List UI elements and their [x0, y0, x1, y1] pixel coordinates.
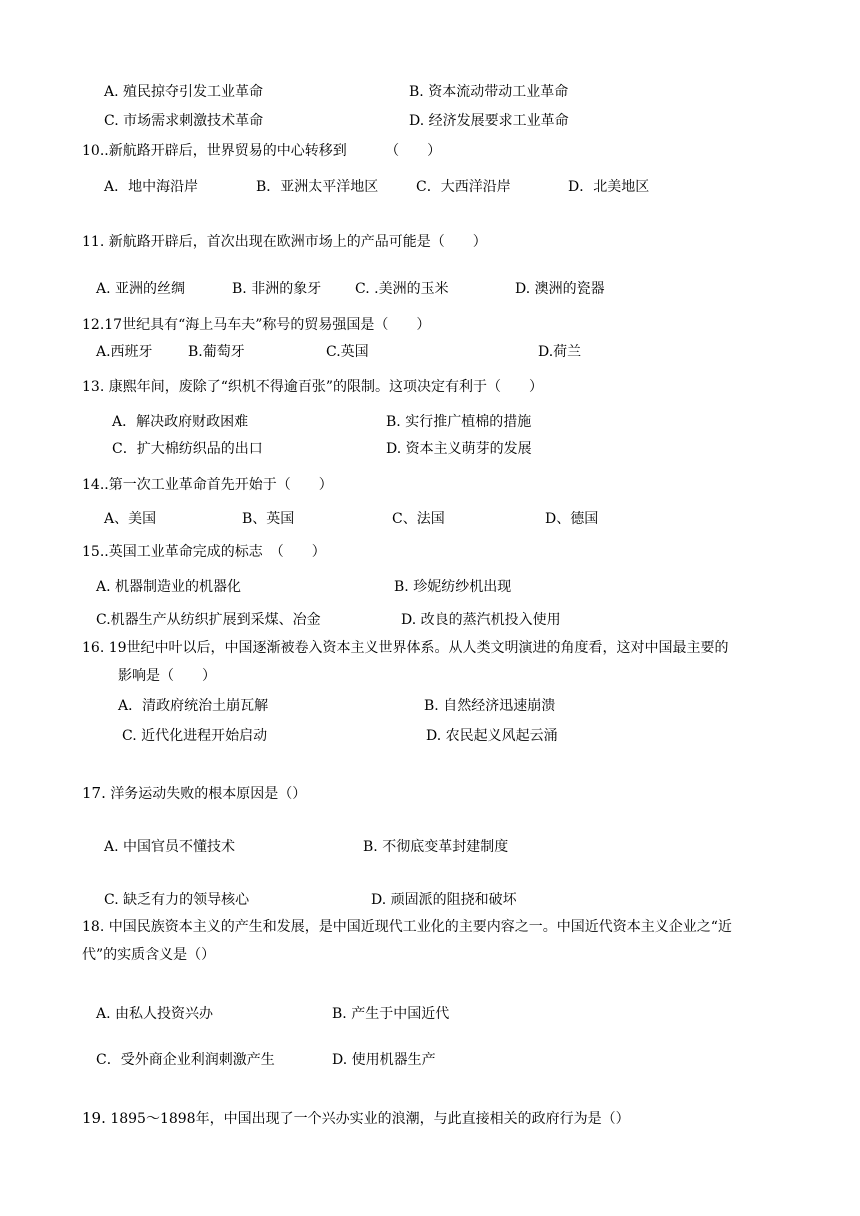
- q18-option-b[interactable]: B. 产生于中国近代: [332, 1006, 450, 1022]
- q18-option-c[interactable]: C．受外商企业利润刺激产生: [96, 1052, 275, 1068]
- q18-option-d[interactable]: D. 使用机器生产: [332, 1052, 436, 1068]
- q15-option-c[interactable]: C.机器生产从纺织扩展到采煤、冶金: [96, 612, 321, 628]
- q17-option-d[interactable]: D. 顽固派的阻挠和破坏: [371, 892, 517, 908]
- q10-answer-bracket: （ ）: [385, 143, 442, 159]
- q10-stem: [82, 142, 441, 160]
- q18-option-a[interactable]: A. 由私人投资兴办: [96, 1006, 214, 1022]
- q12-stem: 12.17世纪具有“海上马车夫”称号的贸易强国是（ ）: [82, 317, 431, 333]
- q11-stem: 11. 新航路开辟后，首次出现在欧洲市场上的产品可能是（ ）: [82, 234, 487, 250]
- q13-stem: 13. 康熙年间，废除了“织机不得逾百张”的限制。这项决定有利于（ ）: [82, 379, 544, 395]
- q10-option-d[interactable]: D．北美地区: [568, 179, 650, 195]
- q15-stem: 15..英国工业革命完成的标志 （ ）: [82, 544, 326, 560]
- q13-option-c[interactable]: C．扩大棉纺织品的出口: [112, 441, 263, 457]
- q19-stem-text: 1895～1898年，中国出现了一个兴办实业的浪潮，与此直接相关的政府行为是（）: [110, 1111, 630, 1127]
- q18-stem-line1: 18. 中国民族资本主义的产生和发展，是中国近现代工业化的主要内容之一。中国近代资本主义企业之“近: [82, 919, 732, 935]
- q9-option-d[interactable]: D. 经济发展要求工业革命: [409, 113, 569, 129]
- q15-option-b[interactable]: B. 珍妮纺纱机出现: [394, 579, 512, 595]
- q17-option-b[interactable]: B. 不彻底变革封建制度: [363, 839, 509, 855]
- q11-option-d[interactable]: D. 澳洲的瓷器: [515, 281, 605, 297]
- q14-option-b[interactable]: B、英国: [242, 511, 295, 527]
- q16-stem-line1: 16. 19世纪中叶以后，中国逐渐被卷入资本主义世界体系。从人类文明演进的角度看，这对中国最主要的: [82, 640, 729, 656]
- q13-option-a[interactable]: A．解决政府财政困难: [112, 414, 249, 430]
- q13-option-d[interactable]: D. 资本主义萌芽的发展: [386, 441, 532, 457]
- q11-option-b[interactable]: B. 非洲的象牙: [232, 281, 322, 297]
- q18-stem-line2: 代”的实质含义是（）: [82, 947, 216, 963]
- q17-number: 17.: [82, 784, 106, 802]
- q16-stem-line2: 影响是（ ）: [118, 668, 216, 684]
- q14-option-c[interactable]: C、法国: [392, 511, 445, 527]
- q14-stem: 14..第一次工业革命首先开始于（ ）: [82, 477, 333, 493]
- q9-option-c[interactable]: C. 市场需求刺激技术革命: [104, 113, 264, 129]
- q13-option-b[interactable]: B. 实行推广植棉的措施: [386, 414, 532, 430]
- q15-option-a[interactable]: A. 机器制造业的机器化: [96, 579, 242, 595]
- q14-option-d[interactable]: D、德国: [545, 511, 599, 527]
- q10-stem-text: 10..新航路开辟后，世界贸易的中心转移到: [82, 143, 347, 159]
- q9-option-b[interactable]: B. 资本流动带动工业革命: [409, 84, 569, 100]
- q17-stem-text: 洋务运动失败的根本原因是（）: [110, 786, 307, 802]
- q12-option-b[interactable]: B.葡萄牙: [188, 344, 245, 360]
- q11-option-c[interactable]: C. .美洲的玉米: [355, 281, 449, 297]
- q17-option-a[interactable]: A. 中国官员不懂技术: [104, 839, 236, 855]
- q10-option-b[interactable]: B．亚洲太平洋地区: [256, 179, 379, 195]
- q16-option-c[interactable]: C. 近代化进程开始启动: [122, 728, 268, 744]
- q10-option-a[interactable]: A．地中海沿岸: [104, 179, 199, 195]
- q10-option-c[interactable]: C．大西洋沿岸: [416, 179, 511, 195]
- q14-option-a[interactable]: A、美国: [104, 511, 157, 527]
- q12-option-a[interactable]: A.西班牙: [96, 344, 153, 360]
- q12-option-d[interactable]: D.荷兰: [538, 344, 582, 360]
- q19-stem: [82, 1109, 630, 1128]
- q15-option-d[interactable]: D. 改良的蒸汽机投入使用: [401, 612, 561, 628]
- q16-option-d[interactable]: D. 农民起义风起云涌: [426, 728, 558, 744]
- q17-option-c[interactable]: C. 缺乏有力的领导核心: [104, 892, 250, 908]
- q11-option-a[interactable]: A. 亚洲的丝绸: [96, 281, 186, 297]
- q16-option-b[interactable]: B. 自然经济迅速崩溃: [424, 698, 556, 714]
- q16-option-a[interactable]: A．清政府统治土崩瓦解: [118, 698, 269, 714]
- q12-option-c[interactable]: C.英国: [326, 344, 369, 360]
- q19-number: 19.: [82, 1109, 106, 1127]
- q17-stem: [82, 784, 306, 803]
- q9-option-a[interactable]: A. 殖民掠夺引发工业革命: [104, 84, 264, 100]
